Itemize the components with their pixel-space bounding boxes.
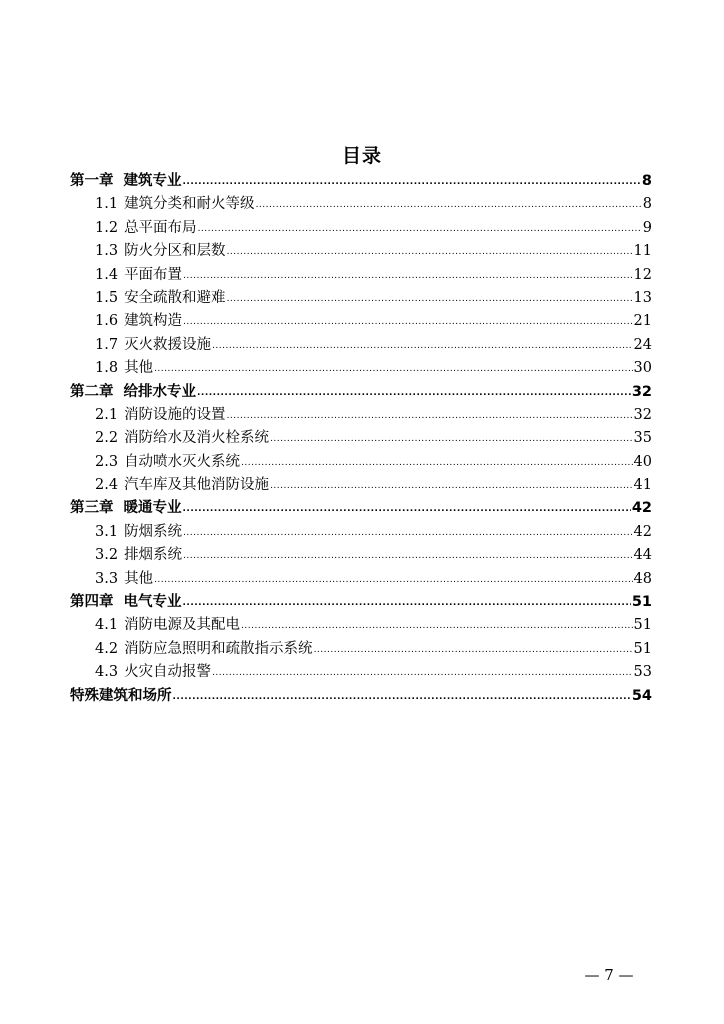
table-of-contents — [70, 170, 652, 708]
toc-entry-number: 第二章 — [70, 383, 114, 400]
toc-page-number: 11 — [633, 243, 652, 260]
toc-entry-title: 特殊建筑和场所 — [70, 687, 172, 704]
dot-leader — [197, 382, 631, 405]
toc-page-number: 8 — [642, 196, 652, 213]
toc-page-number: 48 — [633, 570, 652, 587]
toc-entry-number: 2.3 — [95, 453, 119, 470]
toc-section-row[interactable] — [70, 240, 652, 263]
toc-entry-title: 给排水专业 — [123, 383, 196, 400]
toc-chapter-row[interactable] — [70, 497, 652, 520]
toc-page-number: 40 — [633, 453, 652, 470]
toc-entry-title: 消防应急照明和疏散指示系统 — [124, 640, 313, 657]
toc-entry-number: 1.5 — [95, 289, 119, 306]
toc-entry-title: 电气专业 — [123, 594, 182, 611]
toc-section-row[interactable] — [70, 544, 652, 567]
toc-section-row[interactable] — [70, 357, 652, 380]
toc-page-number: 54 — [631, 687, 652, 704]
toc-entry-number: 4.1 — [95, 617, 119, 634]
toc-section-row[interactable] — [70, 264, 652, 287]
toc-entry-number: 3.1 — [95, 523, 119, 540]
toc-section-row[interactable] — [70, 451, 652, 474]
toc-entry-title: 安全疏散和避难 — [124, 289, 226, 306]
dot-leader — [227, 405, 633, 428]
toc-entry-title: 灭火救援设施 — [124, 336, 212, 353]
toc-section-row[interactable] — [70, 217, 652, 240]
toc-page-number: 24 — [633, 336, 652, 353]
dot-leader — [212, 662, 632, 685]
toc-entry-title: 其他 — [124, 360, 154, 377]
toc-entry-title: 汽车库及其他消防设施 — [124, 477, 270, 494]
toc-page-number: 21 — [633, 313, 652, 330]
toc-entry-title: 平面布置 — [124, 266, 183, 283]
toc-entry-number: 3.3 — [95, 570, 119, 587]
dot-leader — [183, 311, 632, 334]
toc-entry-number: 3.2 — [95, 547, 119, 564]
toc-section-row[interactable] — [70, 661, 652, 684]
dot-leader — [183, 522, 632, 545]
toc-section-row[interactable] — [70, 521, 652, 544]
toc-section-row[interactable] — [70, 193, 652, 216]
toc-entry-title: 自动喷水灭火系统 — [124, 453, 241, 470]
dot-leader — [314, 639, 633, 662]
dot-leader — [183, 545, 632, 568]
toc-page-number: 42 — [631, 500, 652, 517]
toc-entry-number: 2.2 — [95, 430, 119, 447]
dot-leader — [183, 498, 631, 521]
dot-leader — [227, 288, 633, 311]
toc-entry-number: 第四章 — [70, 594, 114, 611]
toc-entry-number: 1.6 — [95, 313, 119, 330]
toc-entry-title: 消防给水及消火栓系统 — [124, 430, 270, 447]
toc-title: 目录 — [341, 145, 382, 167]
toc-section-row[interactable] — [70, 287, 652, 310]
dot-leader — [183, 265, 632, 288]
toc-page-number: 42 — [633, 523, 652, 540]
toc-page-number: 9 — [642, 219, 652, 236]
toc-entry-title: 火灾自动报警 — [124, 664, 212, 681]
toc-entry-number: 1.2 — [95, 219, 119, 236]
toc-chapter-row[interactable] — [70, 381, 652, 404]
toc-entry-title: 防烟系统 — [124, 523, 183, 540]
toc-section-row[interactable] — [70, 568, 652, 591]
toc-entry-title: 总平面布局 — [124, 219, 197, 236]
dot-leader — [212, 335, 632, 358]
toc-section-row[interactable] — [70, 614, 652, 637]
toc-entry-number: 第三章 — [70, 500, 114, 517]
dot-leader — [173, 686, 631, 709]
toc-page-number: 35 — [633, 430, 652, 447]
toc-section-row[interactable] — [70, 334, 652, 357]
dot-leader — [270, 428, 632, 451]
page-number-footer: — 7 — — [584, 966, 634, 984]
toc-entry-number: 2.4 — [95, 477, 119, 494]
toc-entry-number: 1.7 — [95, 336, 119, 353]
dot-leader — [241, 615, 632, 638]
dot-leader — [183, 171, 641, 194]
dot-leader — [198, 218, 642, 241]
dot-leader — [241, 452, 632, 475]
toc-entry-title: 建筑分类和耐火等级 — [124, 196, 255, 213]
toc-entry-number: 2.1 — [95, 406, 119, 423]
toc-entry-number: 1.4 — [95, 266, 119, 283]
toc-chapter-row[interactable] — [70, 591, 652, 614]
toc-entry-title: 防火分区和层数 — [124, 243, 226, 260]
toc-section-row[interactable] — [70, 310, 652, 333]
toc-entry-title: 建筑专业 — [123, 173, 182, 189]
toc-entry-title: 排烟系统 — [124, 547, 183, 564]
toc-page-number: 8 — [641, 173, 652, 189]
dot-leader — [154, 358, 632, 381]
toc-page-number: 32 — [631, 383, 652, 400]
toc-section-row[interactable] — [70, 427, 652, 450]
toc-section-row[interactable] — [70, 638, 652, 661]
toc-entry-number: 第一章 — [70, 173, 114, 189]
toc-entry-title: 建筑构造 — [124, 313, 183, 330]
toc-page-number: 44 — [633, 547, 652, 564]
toc-chapter-row[interactable] — [70, 170, 652, 193]
toc-entry-number: 1.1 — [95, 196, 119, 213]
toc-entry-title: 消防电源及其配电 — [124, 617, 241, 634]
toc-page-number: 13 — [633, 289, 652, 306]
toc-page-number: 41 — [633, 477, 652, 494]
toc-page-number: 53 — [633, 664, 652, 681]
toc-entry-title: 消防设施的设置 — [124, 406, 226, 423]
toc-section-row[interactable] — [70, 474, 652, 497]
dot-leader — [183, 592, 631, 615]
toc-page-number: 51 — [633, 617, 652, 634]
toc-section-row[interactable] — [70, 404, 652, 427]
toc-page-number: 51 — [633, 640, 652, 657]
toc-entry-number: 1.8 — [95, 360, 119, 377]
toc-entry-title: 其他 — [124, 570, 154, 587]
toc-entry-number: 4.3 — [95, 664, 119, 681]
toc-page-number: 32 — [633, 406, 652, 423]
toc-entry-number: 4.2 — [95, 640, 119, 657]
toc-chapter-row[interactable] — [70, 685, 652, 708]
dot-leader — [270, 475, 632, 498]
toc-page-number: 12 — [633, 266, 652, 283]
dot-leader — [256, 194, 642, 217]
toc-page-number: 51 — [631, 594, 652, 611]
toc-page-number: 30 — [633, 360, 652, 377]
dot-leader — [227, 241, 633, 264]
dot-leader — [154, 569, 632, 592]
toc-entry-title: 暖通专业 — [123, 500, 182, 517]
toc-entry-number: 1.3 — [95, 243, 119, 260]
